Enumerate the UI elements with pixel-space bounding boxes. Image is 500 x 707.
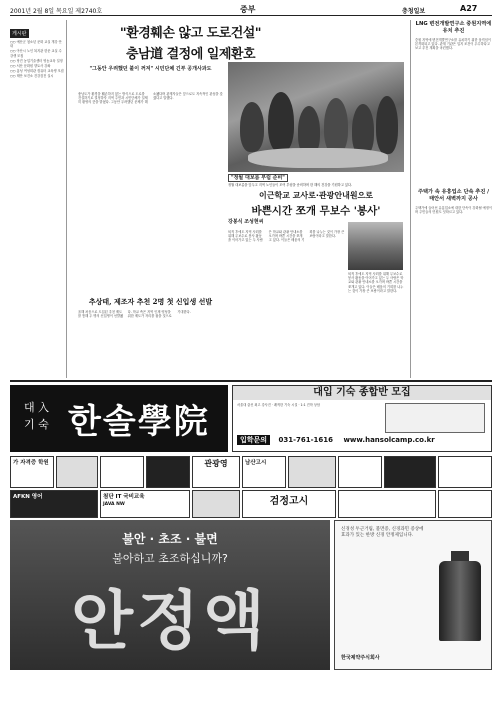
phone-number[interactable]: 031-761-1616: [278, 436, 334, 444]
classified-ad[interactable]: [288, 456, 336, 488]
classified-ad[interactable]: 가 자격증 학원: [10, 456, 54, 488]
website-link[interactable]: www.hansolcamp.co.kr: [343, 436, 435, 444]
right-body-2: 주택가에 들어선 유흥업소에 대한 단속이 강화될 예정이며 주민들의 민원도 잇따르고 있다.: [415, 206, 492, 215]
second-headline: [228, 190, 404, 218]
bottom-article-text: 올해 처음으로 도입된 추천 제도를 통해 두 명의 신입생이 선발됐다. 학교 측은 지역 인재 양성을 위한 제도가 자리를 잡을 것으로 기대한다.: [78, 310, 191, 319]
recruit-ad[interactable]: [232, 385, 492, 452]
photo-caption: [228, 174, 404, 187]
herbal-question: 불아하고 초조하십니까?: [112, 552, 228, 565]
caption-label: "정월 대보름 부럼 준비": [228, 174, 288, 182]
bulletin-sidebar: [10, 20, 67, 378]
classified-ad[interactable]: [438, 490, 492, 518]
page-header: [10, 4, 492, 16]
sidebar-entry: ○○ 태안 보건소 건강검진 실시: [10, 74, 54, 79]
main-article-text: 충남도가 환경을 훼손하지 않는 방식으로 도로를 건설하기로 결정하자 지역 주민과 시민단체가 일제히 환영의 뜻을 밝혔다. 그동안 우려했던 문제가 해소됐다며 관계자들은 앞으로도 지속적인 관심을 갖겠다고 말했다.: [78, 92, 223, 105]
portrait-photo: [348, 222, 403, 270]
herbal-product-name: 안정액: [71, 584, 269, 659]
sidebar-entry: ○○ 당진 농업기술센터 영농교육 일정: [10, 58, 63, 63]
classified-ad[interactable]: [100, 456, 144, 488]
classified-ad[interactable]: 남산고시: [242, 456, 286, 488]
classified-ad[interactable]: [384, 456, 436, 488]
inquiry-label: 입학문의: [237, 435, 270, 445]
second-byline: 강봉식 조성현씨: [228, 219, 264, 225]
sidebar-entry: ○○ 서산 문화원 향토사 강좌: [10, 64, 51, 69]
classified-ad[interactable]: [56, 456, 98, 488]
news-photo: [228, 62, 404, 172]
sidebar-entry: ○○ 예산군 청소년 문화 교실 개강 안내: [10, 40, 62, 49]
right-body: 중원 지역에 변전개발연구소를 유치하기 위한 움직임이 본격화되고 있다. 관계 기관은 입지 조건이 우수하다고 보고 추진 계획을 마련했다.: [415, 38, 491, 51]
page-number: A27: [460, 4, 478, 13]
herbal-medicine-ad[interactable]: [10, 520, 330, 670]
right-column: [410, 20, 492, 378]
herbal-side-panel[interactable]: [334, 520, 492, 670]
second-kicker: 이근학교 교사로·관광안내원으로: [258, 191, 373, 200]
classified-ad[interactable]: AFKN 영어: [10, 490, 98, 518]
recruit-title: 대입 기숙 종합반 모집: [233, 386, 491, 400]
recruit-details: 서울대 출신 최고 강사진 · 쾌적한 기숙 시설 · 1:1 진학 상담: [237, 403, 320, 407]
classified-ad[interactable]: [438, 456, 492, 488]
academy-ad[interactable]: [10, 385, 228, 452]
paper-name: 충청일보: [402, 8, 426, 15]
sidebar-entry: ○○ 아산시 노인 복지관 한문 교실 수강생 모집: [10, 49, 62, 58]
main-article-body: [78, 92, 223, 292]
main-headline: [78, 22, 303, 62]
second-title: 바쁜시간 쪼개 무보수 '봉사': [251, 205, 381, 217]
classified-ad[interactable]: [338, 490, 436, 518]
recruit-info-box: [385, 403, 485, 433]
academy-tagline: 대 入 기 숙: [24, 401, 50, 431]
medicine-bottle-icon: [439, 561, 481, 641]
headline-line-2: 충남道 결정에 일제환호: [125, 47, 256, 62]
second-article-text: 퇴직 후에도 지역 사회를 위해 무보수로 봉사 활동을 이어가고 있는 두 사람은 학교와 관광 안내소를 오가며 바쁜 시간을 쪼개고 있다. 이들은 배움의 기회를 나누는 것이 가장 큰 보람이라고 말한다.: [228, 230, 345, 243]
main-subhead: "그동안 우려했던 불이 꺼져" 시민단체 긴부 공개사과도: [89, 66, 212, 72]
classified-ad[interactable]: 첨단 IT 국비교육 JAVA NW: [100, 490, 190, 518]
classified-ad[interactable]: 검정고시: [242, 490, 336, 518]
classified-ad[interactable]: 관광영: [192, 456, 240, 488]
classified-ad[interactable]: [146, 456, 190, 488]
bottom-article-body: [78, 310, 223, 378]
caption-text: 정월 대보름을 앞두고 지역 노인들이 모여 부럼을 준비하며 한 해의 건강을 기원하고 있다.: [228, 183, 353, 187]
second-article-body: [228, 230, 346, 380]
date-line: 2001년 2월 8일 목요일 제2740호: [10, 8, 103, 15]
academy-name: 한솔學院: [68, 402, 210, 442]
classified-ad[interactable]: [338, 456, 382, 488]
sidebar-title: 게시판: [12, 31, 27, 37]
herbal-side-text: 신경성 두근거림, 불면증, 신경과민 증상에 효과가 있는 한방 신경 안정제입니다.: [341, 527, 424, 538]
section-name: 중부: [240, 5, 256, 14]
bottom-headline: 추상태, 제조자 추천 2명 첫 신입생 선발: [88, 297, 213, 306]
right-subheading: 주택가 속 유흥업소 단속 추진 / 태안서 새벽까지 공사: [417, 189, 490, 202]
classified-ad[interactable]: [192, 490, 240, 518]
section-divider: [10, 380, 492, 382]
sidebar-entry: ○○ 홍성 여성회관 컴퓨터 교육생 모집: [10, 69, 64, 74]
headline-line-1: "환경훼손 않고 도로건설": [119, 26, 262, 41]
right-heading: LNG 변전개발연구소 중원지역에 유치 추진: [415, 21, 492, 34]
recruit-contact: [237, 435, 487, 445]
second-article-continued: 퇴직 후에도 지역 사회를 위해 무보수로 봉사 활동을 이어가고 있는 두 사람은 학교와 관광 안내소를 오가며 바쁜 시간을 쪼개고 있다. 이들은 배움의 기회를 나누는 것이 가장 큰 보람이라고 말한다.: [348, 272, 404, 293]
herbal-symptoms: 불안 · 초조 · 불면: [122, 532, 218, 546]
herbal-maker: 한국제약주식회사: [341, 655, 380, 661]
